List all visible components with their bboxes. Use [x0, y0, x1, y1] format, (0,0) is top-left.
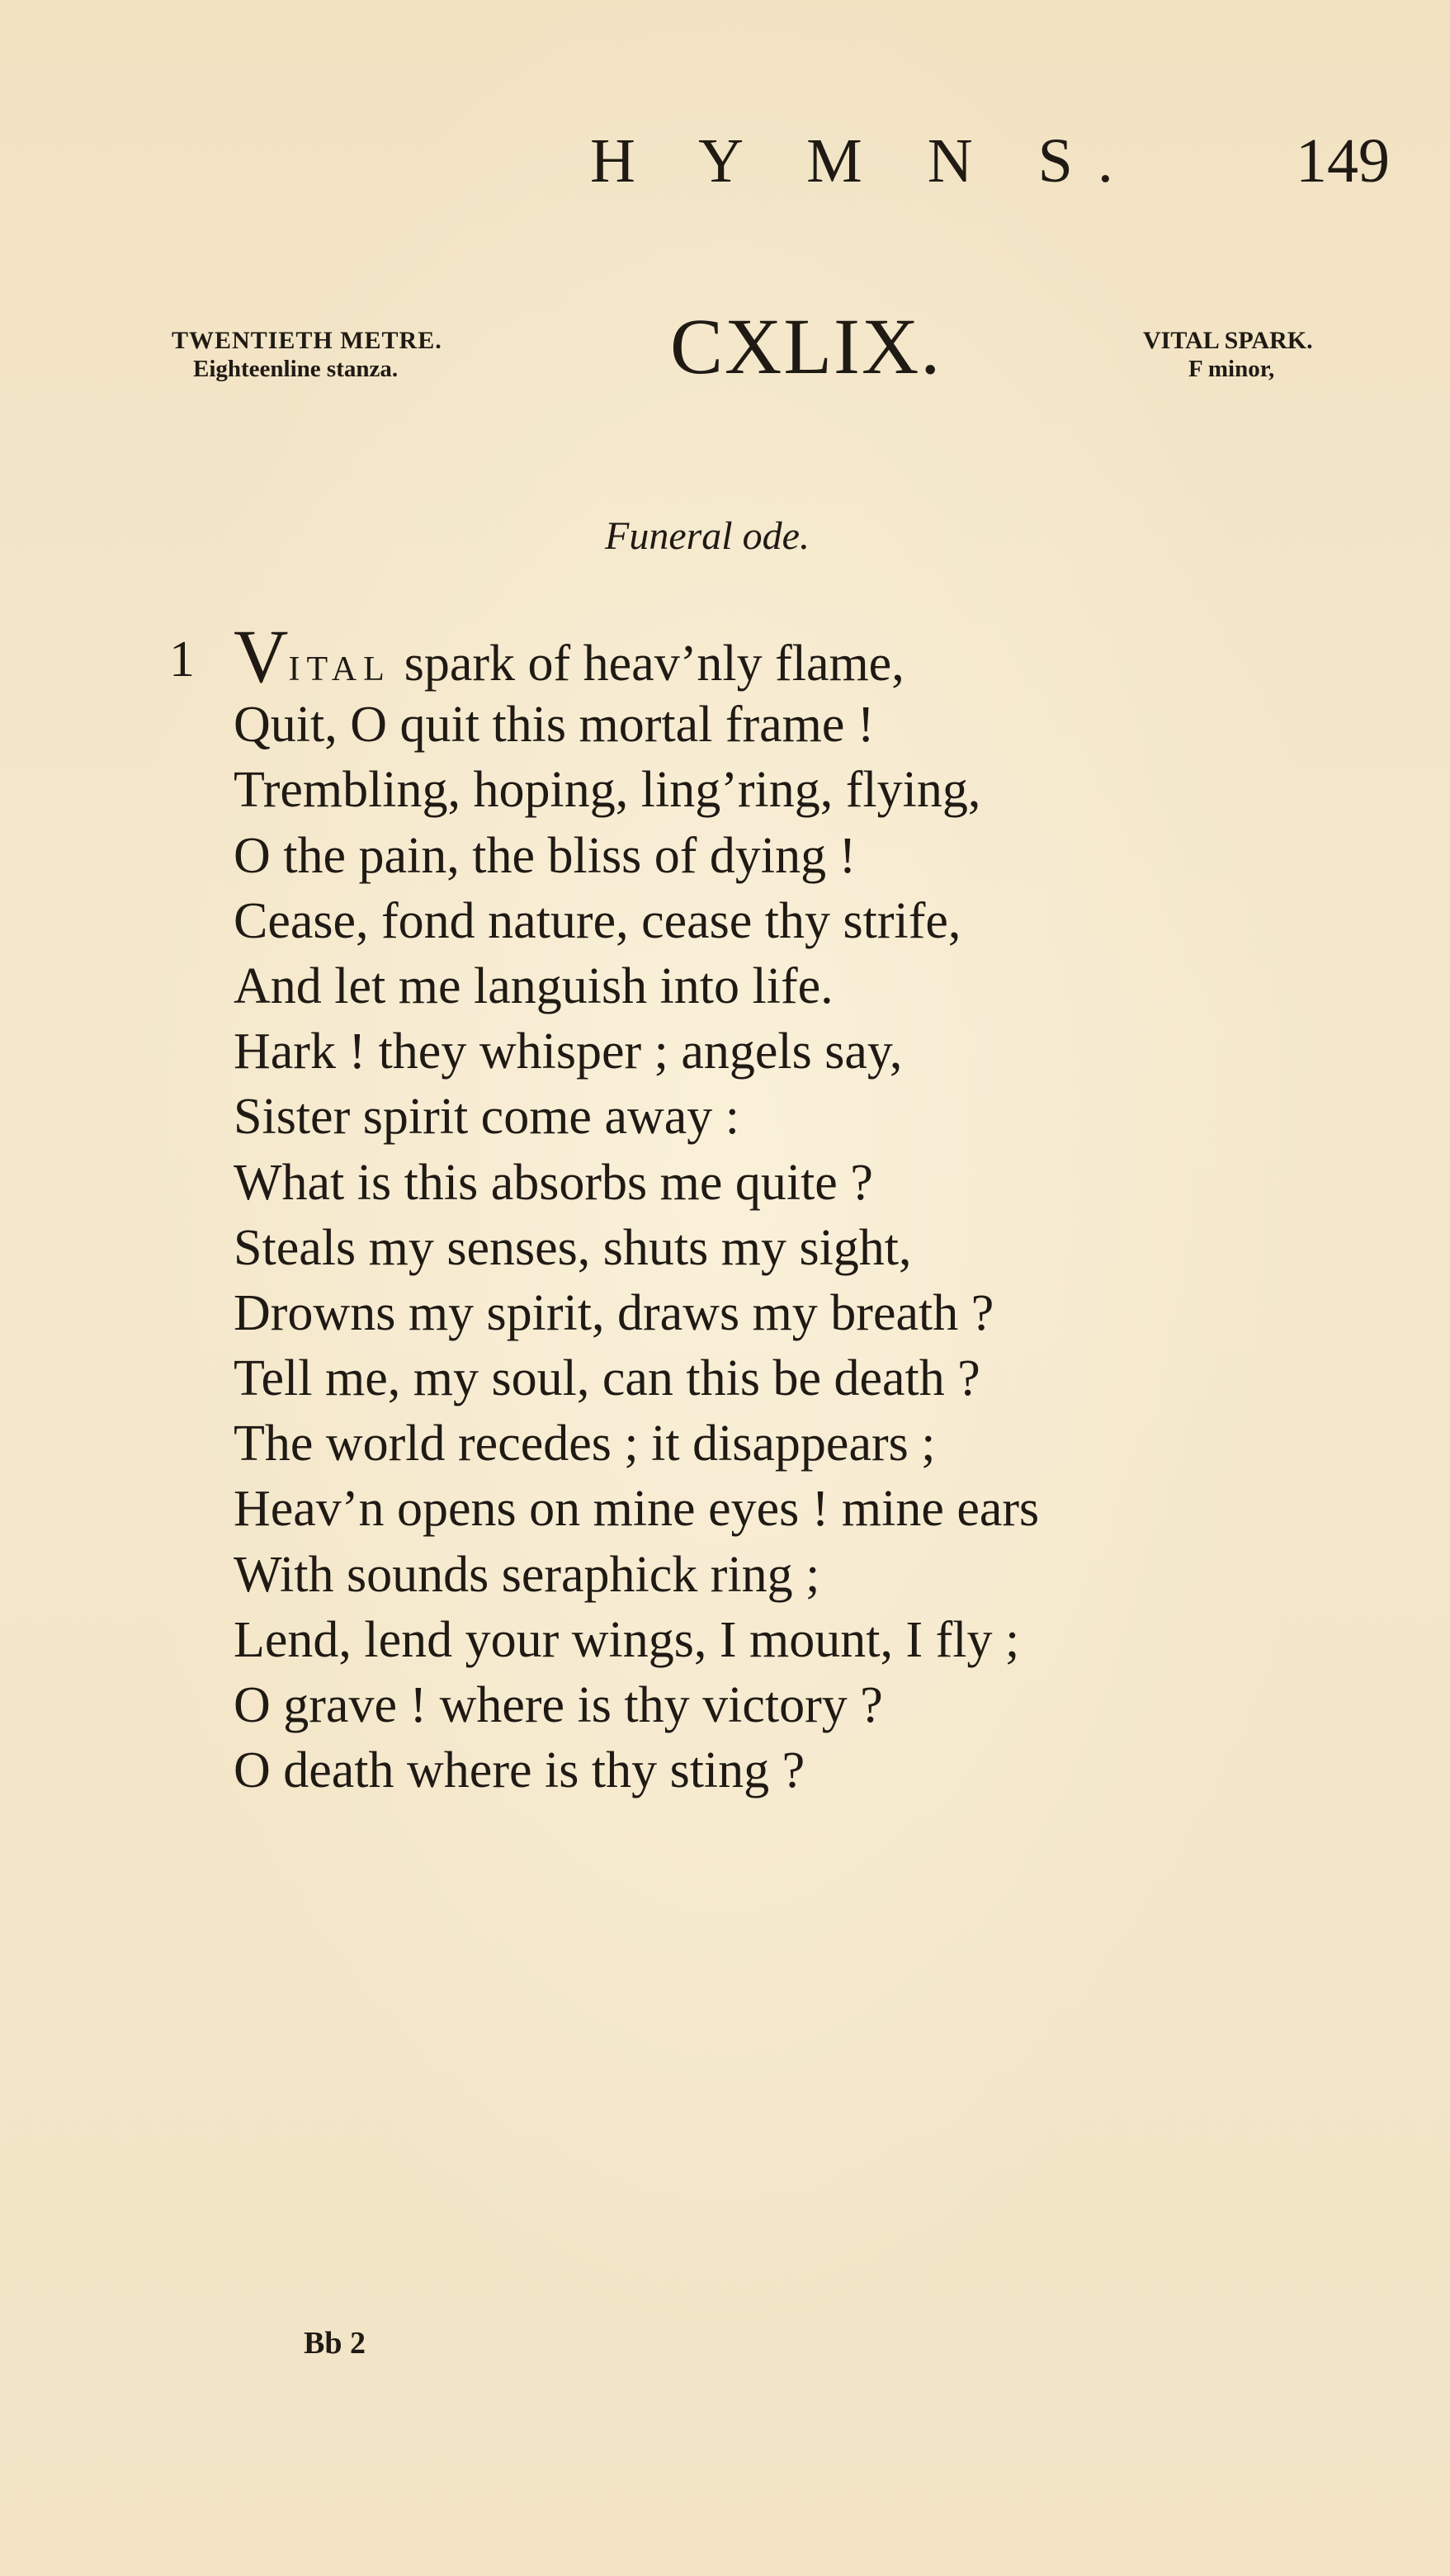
verse-line-first [234, 614, 1405, 698]
verse-line: Quit, O quit this mortal frame ! [234, 697, 875, 754]
small-caps-text: ITAL [288, 650, 391, 688]
hymn-subtitle: Funeral ode. [605, 514, 810, 558]
verse-line: Heav’n opens on mine eyes ! mine ears [234, 1481, 1040, 1538]
verse-line: Steals my senses, shuts my sight, [234, 1219, 912, 1276]
verse-line: O grave ! where is thy victory ? [234, 1677, 883, 1733]
verse-line: And let me languish into life. [234, 957, 834, 1014]
first-line-text: spark of heav’nly flame, [404, 636, 904, 692]
verse-line: The world recedes ; it disappears ; [234, 1416, 936, 1472]
verse-line: Sister spirit come away : [234, 1089, 739, 1146]
stanza-form-label: Eighteenline stanza. [193, 356, 399, 382]
verse-line: What is this absorbs me quite ? [234, 1154, 873, 1211]
verse-line: Hark ! they whisper ; angels say, [234, 1023, 903, 1080]
running-title: H Y M N S. [590, 126, 1138, 196]
hymn-number: CXLIX. [670, 302, 942, 390]
verse-line: Lend, lend your wings, I mount, I fly ; [234, 1611, 1020, 1668]
page-number: 149 [1296, 126, 1390, 196]
tune-info [1143, 327, 1424, 383]
verse-lines [234, 614, 1405, 1803]
verse-line: Trembling, hoping, ling’ring, flying, [234, 762, 981, 819]
stanza-number: 1 [169, 631, 195, 688]
metre-info [172, 327, 568, 383]
metre-label: TWENTIETH METRE. [172, 327, 442, 354]
verse-line: O the pain, the bliss of dying ! [234, 827, 857, 884]
tune-key: F minor, [1188, 356, 1275, 382]
verse-line: Tell me, my soul, can this be death ? [234, 1350, 980, 1407]
verse-line: Cease, fond nature, cease thy strife, [234, 892, 961, 949]
verse-line: With sounds seraphick ring ; [234, 1546, 820, 1603]
tune-name: VITAL SPARK. [1143, 327, 1313, 354]
verse-line: Drowns my spirit, draws my breath ? [234, 1284, 994, 1341]
signature-mark: Bb 2 [304, 2326, 366, 2361]
drop-capital: V [234, 614, 289, 698]
running-head [0, 124, 1450, 198]
verse-line: O death where is thy sting ? [234, 1742, 805, 1799]
